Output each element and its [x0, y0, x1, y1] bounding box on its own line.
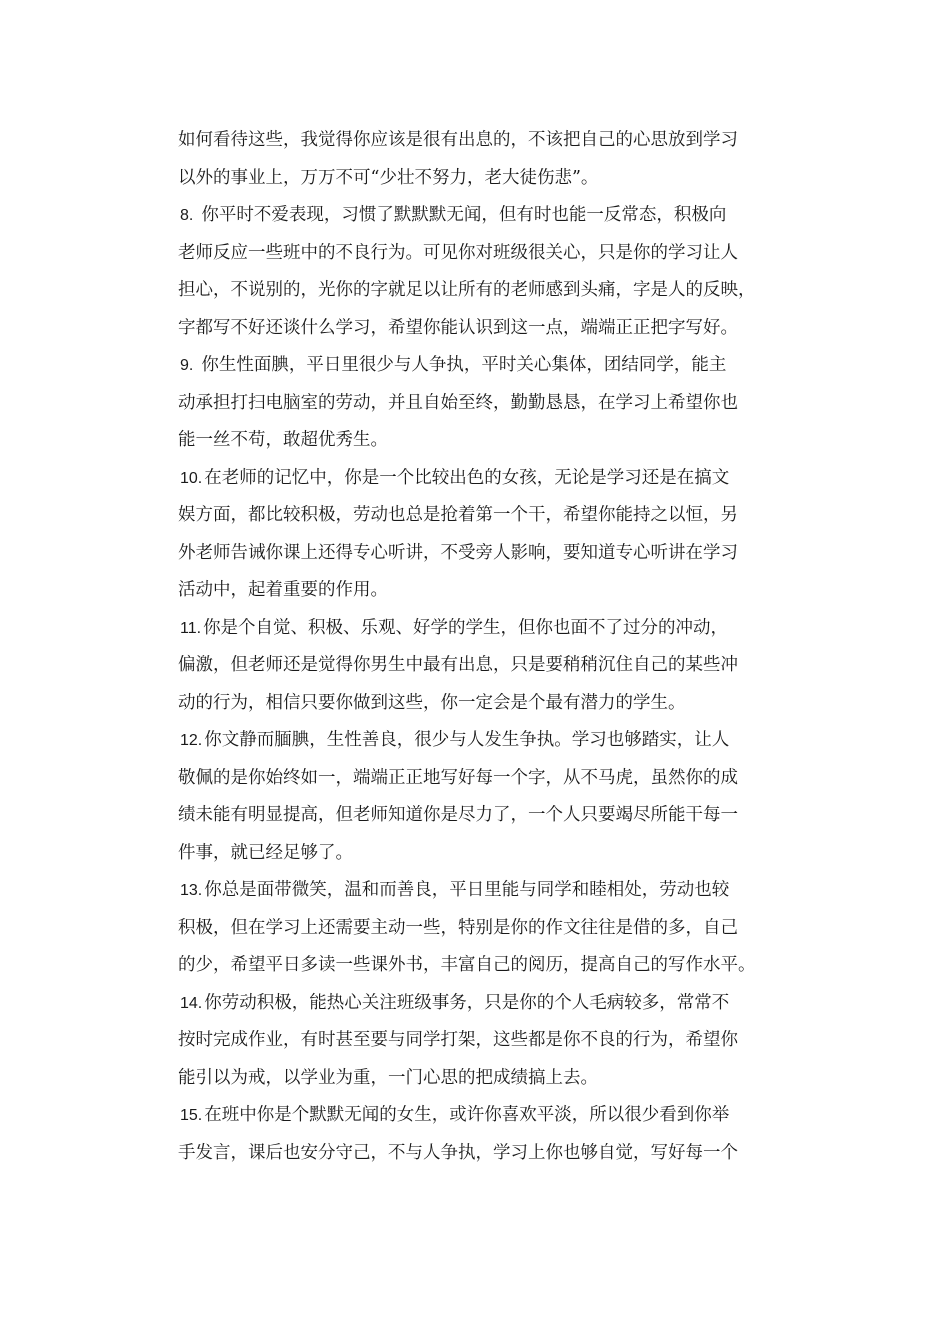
- line-text: 件事，就已经足够了。: [178, 842, 353, 863]
- text-line: [178, 947, 818, 985]
- line-text: 以外的事业上，万万不可“少壮不努力，老大徒伤悲”。: [178, 167, 599, 188]
- line-text: 你劳动积极，能热心关注班级事务，只是你的个人毛病较多，常常不: [204, 992, 730, 1013]
- text-line: [178, 1060, 818, 1098]
- text-line: [178, 385, 818, 423]
- text-line: [178, 497, 818, 535]
- item-number: 15.: [180, 1107, 203, 1124]
- line-text: 能一丝不苟，敢超优秀生。: [178, 430, 388, 450]
- line-text: 在班中你是个默默无闻的女生，或许你喜欢平淡，所以很少看到你举: [204, 1105, 730, 1125]
- line-text: 绩未能有明显提高，但老师知道你是尽力了，一个人只要竭尽所能干每一: [178, 805, 738, 825]
- item-number: 13.: [180, 882, 203, 899]
- text-line: [178, 160, 818, 198]
- line-text: 能引以为戒，以学业为重，一门心思的把成绩搞上去。: [178, 1067, 598, 1088]
- line-text: 活动中，起着重要的作用。: [178, 580, 388, 600]
- text-line: [178, 535, 818, 573]
- text-line: [178, 422, 818, 460]
- numbered-paragraph-start-line: [180, 610, 818, 648]
- line-text: 按时完成作业，有时甚至要与同学打架，这些都是你不良的行为，希望你: [178, 1030, 738, 1050]
- text-line: [178, 310, 818, 348]
- numbered-paragraph-start-line: [180, 872, 818, 910]
- text-line: [178, 760, 818, 798]
- line-text: 你是个自觉、积极、乐观、好学的学生，但你也面不了过分的冲动，: [203, 617, 729, 638]
- line-text: 动的行为，相信只要你做到这些，你一定会是个最有潜力的学生。: [178, 692, 686, 713]
- text-line: [178, 1022, 818, 1060]
- line-text: 动承担打扫电脑室的劳动，并且自始至终，勤勤恳恳，在学习上希望你也: [178, 392, 738, 413]
- numbered-paragraph-start-line: [180, 460, 818, 498]
- line-text: 偏激，但老师还是觉得你男生中最有出息，只是要稍稍沉住自己的某些冲: [178, 655, 738, 675]
- text-line: [178, 235, 818, 273]
- line-text: 的少，希望平日多读一些课外书，丰富自己的阅历，提高自己的写作水平。: [178, 955, 756, 975]
- line-text: 敬佩的是你始终如一，端端正正地写好每一个字，从不马虎，虽然你的成: [178, 767, 738, 788]
- line-text: 你平时不爱表现，习惯了默默默无闻，但有时也能一反常态，积极向: [201, 205, 727, 225]
- line-text: 在老师的记忆中，你是一个比较出色的女孩，无论是学习还是在搞文: [204, 467, 730, 488]
- text-line: [178, 835, 818, 873]
- line-text: 你生性面腆，平日里很少与人争执，平时关心集体，团结同学，能主: [201, 355, 727, 375]
- item-number: 14.: [180, 994, 203, 1012]
- item-number: 11.: [180, 619, 202, 637]
- item-number: 12.: [180, 732, 203, 749]
- text-line: [178, 685, 818, 723]
- item-number: 9.: [180, 357, 194, 374]
- text-line: [178, 797, 818, 835]
- item-number: 10.: [180, 469, 203, 487]
- text-line: [178, 647, 818, 685]
- numbered-paragraph-start-line: [180, 347, 818, 385]
- line-text: 娱方面，都比较积极，劳动也总是抢着第一个干，希望你能持之以恒，另: [178, 505, 738, 525]
- line-text: 你文静而腼腆，生性善良，很少与人发生争执。学习也够踏实，让人: [204, 730, 730, 750]
- text-line: [178, 122, 818, 160]
- numbered-paragraph-start-line: [180, 985, 818, 1023]
- line-text: 外老师告诫你课上还得专心听讲，不受旁人影响，要知道专心听讲在学习: [178, 542, 738, 563]
- line-text: 如何看待这些，我觉得你应该是很有出息的，不该把自己的心思放到学习: [178, 130, 738, 150]
- numbered-paragraph-start-line: [180, 722, 818, 760]
- line-text: 老师反应一些班中的不良行为。可见你对班级很关心，只是你的学习让人: [178, 242, 738, 263]
- item-number: 8.: [180, 207, 194, 224]
- line-text: 担心，不说别的，光你的字就足以让所有的老师感到头痛，字是人的反映，: [178, 280, 756, 300]
- text-line: [178, 910, 818, 948]
- line-text: 手发言，课后也安分守己，不与人争执，学习上你也够自觉，写好每一个: [178, 1142, 738, 1163]
- document-body: [178, 122, 818, 1172]
- line-text: 字都写不好还谈什么学习，希望你能认识到这一点，端端正正把字写好。: [178, 317, 738, 338]
- text-line: [178, 572, 818, 610]
- text-line: [178, 272, 818, 310]
- text-line: [178, 1135, 818, 1173]
- numbered-paragraph-start-line: [180, 1097, 818, 1135]
- numbered-paragraph-start-line: [180, 197, 818, 235]
- line-text: 你总是面带微笑，温和而善良，平日里能与同学和睦相处，劳动也较: [204, 880, 730, 900]
- line-text: 积极，但在学习上还需要主动一些，特别是你的作文往往是借的多，自己: [178, 917, 738, 938]
